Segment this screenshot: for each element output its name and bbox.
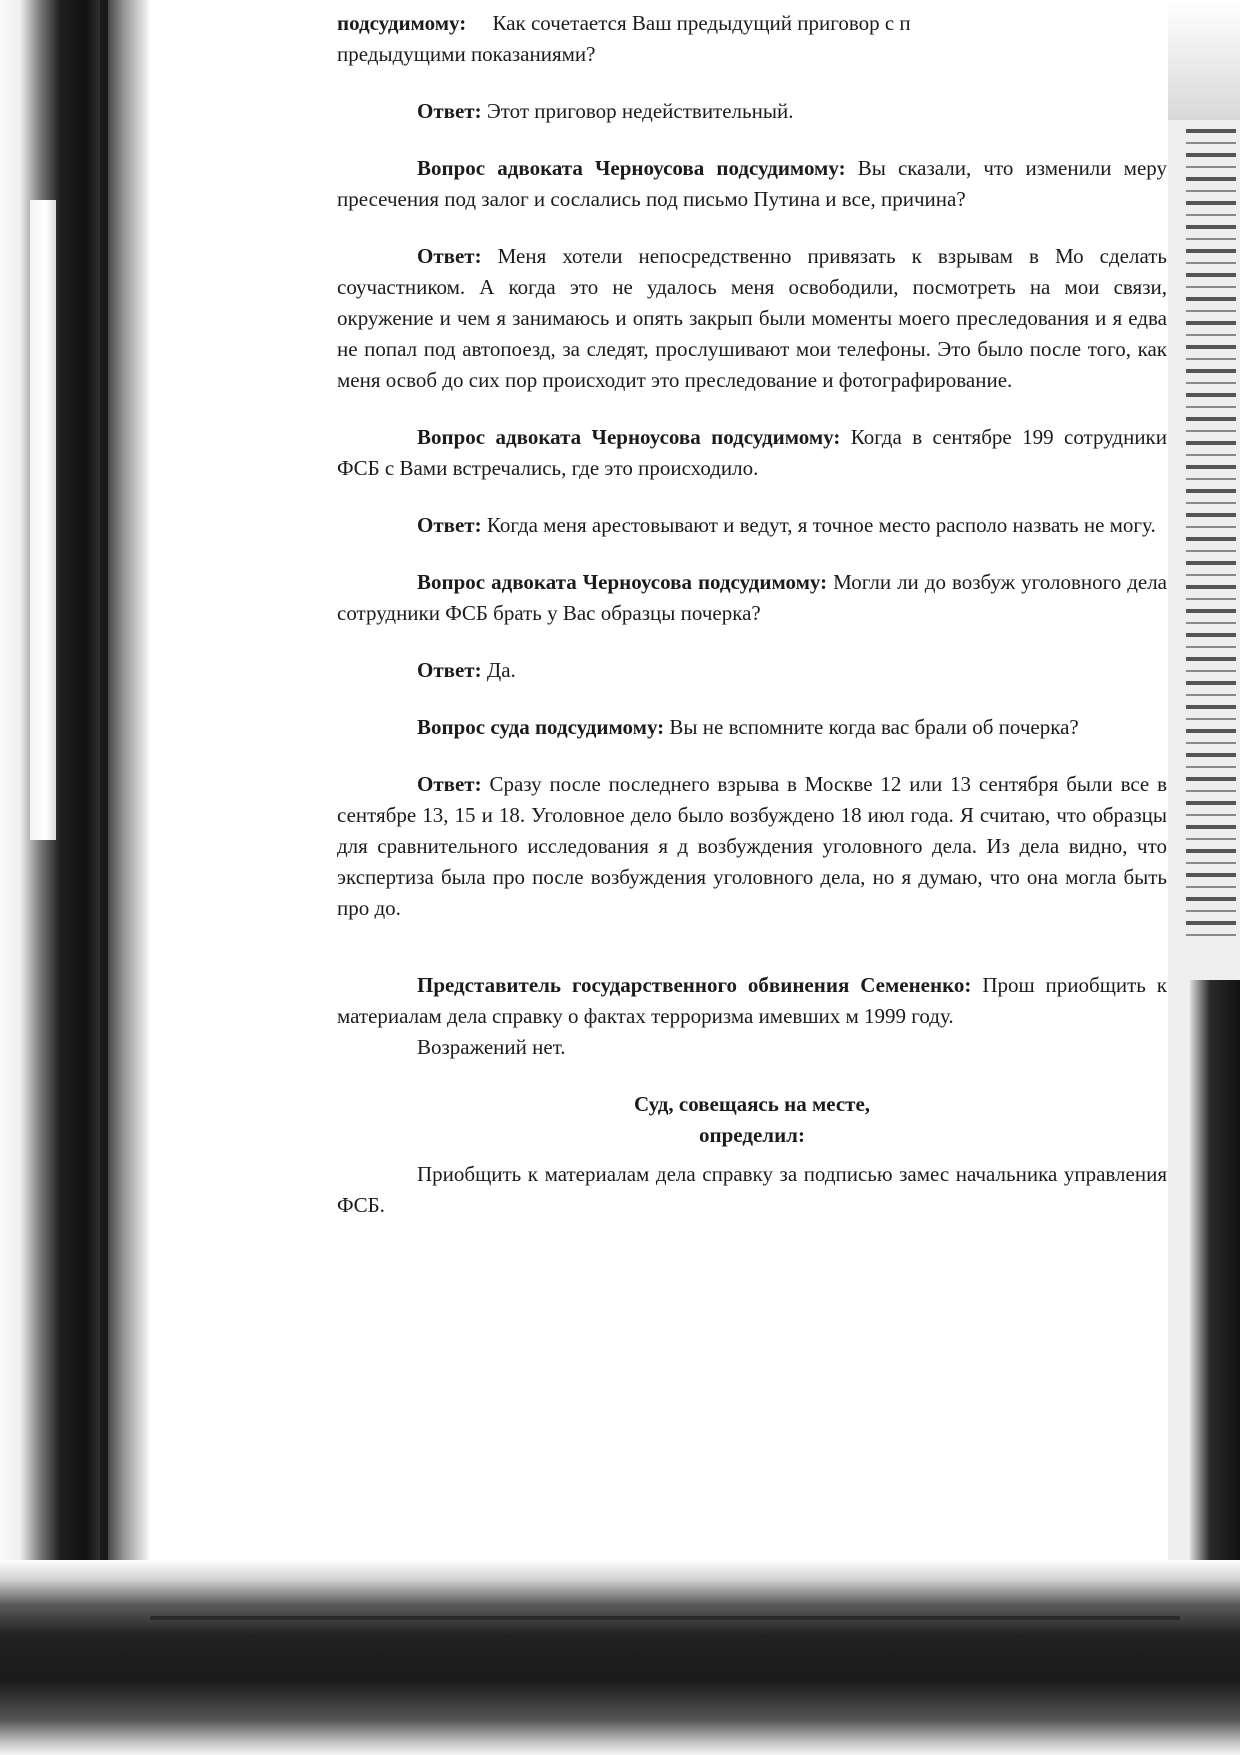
scan-bottom-line: [150, 1616, 1180, 1620]
question-text: Когда в сентябре 199 сотрудники ФСБ с Вами встречались, где это происходило.: [337, 425, 1167, 480]
answer-paragraph: [337, 655, 1167, 686]
answer-text: Сразу после последнего взрыва в Москве 12 или 13 сентября были все в сентябре 13, 15 и 18. Уголовное дело было возбуждено 18 июл года. Я считаю, что образцы для сравнительного исследования я д возбуждения уголовного дела. Из дела видно, что экспертиза была про после возбуждения уголовного дела, но я думаю, что она могла быть про до.: [337, 772, 1167, 920]
verdict-line-1: Суд, совещаясь на месте,: [633, 1092, 871, 1116]
speaker-label: Ответ:: [417, 99, 482, 123]
answer-paragraph: [337, 96, 1167, 127]
answer-paragraph: [337, 769, 1167, 924]
scan-right-pattern: [1186, 120, 1236, 940]
speaker-label: подсудимому:: [337, 11, 467, 35]
answer-paragraph: [337, 241, 1167, 396]
speaker-label: Ответ:: [417, 244, 482, 268]
scan-right-top: [1168, 0, 1240, 120]
question-text: Могли ли до возбуж уголовного дела сотрудники ФСБ брать у Вас образцы почерка?: [337, 570, 1167, 625]
speaker-label: Представитель государственного обвинения Семененко:: [417, 973, 972, 997]
scan-left-highlight: [30, 200, 56, 840]
speaker-label: Вопрос адвоката Черноусова подсудимому:: [417, 570, 828, 594]
motion-text: Прош приобщить к материалам дела справку о фактах терроризма имевших м 1999 году.: [337, 973, 1167, 1028]
ruling-paragraph: Приобщить к материалам дела справку за подписью замес начальника управления ФСБ.: [337, 1162, 1167, 1217]
opening-question: [337, 8, 1167, 70]
scan-left-border: [0, 0, 150, 1755]
question-paragraph: [337, 422, 1167, 484]
scan-bottom-border: [0, 1560, 1240, 1755]
scan-left-stripe: [100, 0, 108, 1660]
answer-text: Этот приговор недействительный.: [481, 99, 794, 123]
court-decision-heading: [337, 1089, 1167, 1151]
speaker-label: Вопрос адвоката Черноусова подсудимому:: [417, 156, 846, 180]
scan-right-shadow: [1190, 980, 1240, 1580]
question-text: Вы сказали, что изменили меру пресечения под залог и сослались под письмо Путина и все, причина?: [337, 156, 1167, 211]
answer-text: Когда меня арестовывают и ведут, я точное место располо назвать не могу.: [481, 513, 1156, 537]
prosecutor-paragraph: [337, 970, 1167, 1032]
verdict-line-2: определил:: [699, 1123, 805, 1147]
question-paragraph: [337, 153, 1167, 215]
no-objection-line: Возражений нет.: [417, 1035, 566, 1059]
question-paragraph: [337, 567, 1167, 629]
speaker-label: Ответ:: [417, 658, 482, 682]
answer-text: Да.: [481, 658, 516, 682]
question-paragraph: [337, 712, 1167, 743]
answer-text: Меня хотели непосредственно привязать к взрывам в Мо сделать соучастником. А когда это не удалось меня освободили, посмотреть на мои связи, окружение и чем я занимаюсь и опять закрып были моменты моего преследования и я едва не попал под автопоезд, за следят, прослушивают мои телефоны. Это было после того, как меня освоб до сих пор происходит это преследование и фотографирование.: [337, 244, 1167, 392]
speaker-label: Ответ:: [417, 772, 482, 796]
speaker-label: Вопрос адвоката Черноусова подсудимому:: [417, 425, 841, 449]
question-text-cont: предыдущими показаниями?: [337, 42, 596, 66]
speaker-label: Вопрос суда подсудимому:: [417, 715, 665, 739]
speaker-label: Ответ:: [417, 513, 482, 537]
question-text: Как сочетается Ваш предыдущий приговор с п: [492, 11, 911, 35]
answer-paragraph: [337, 510, 1167, 541]
question-text: Вы не вспомните когда вас брали об почерка?: [664, 715, 1079, 739]
document-body: [337, 0, 1167, 1221]
